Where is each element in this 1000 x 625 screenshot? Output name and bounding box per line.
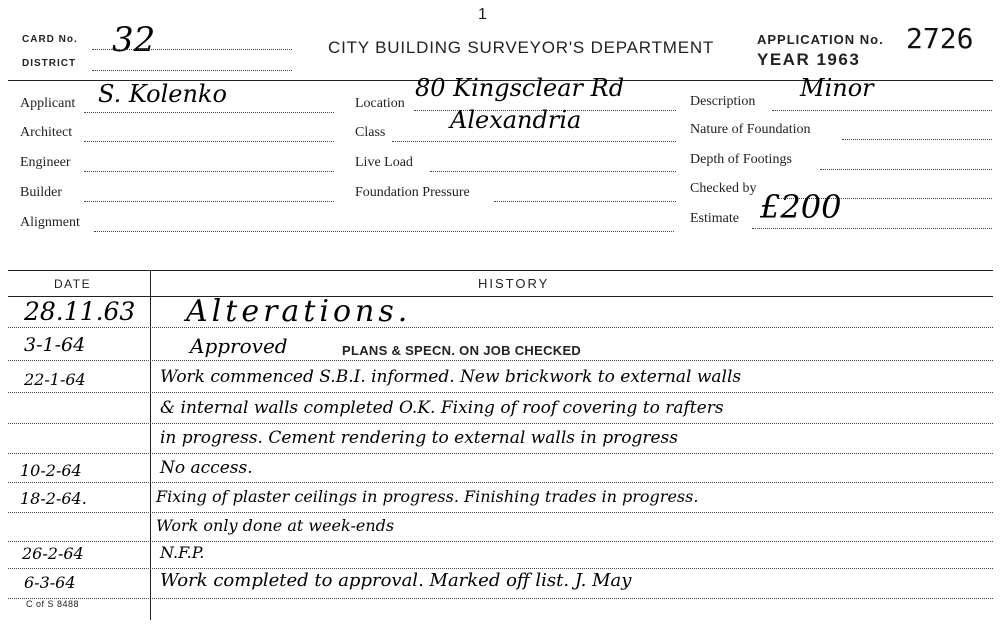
description-value: Minor: [800, 74, 874, 102]
history-entry: N.F.P.: [160, 543, 205, 562]
history-line: [8, 423, 993, 424]
live-load-line: [430, 171, 676, 172]
history-top-rule: [8, 270, 993, 271]
engineer-line: [84, 171, 334, 172]
depth-of-footings-line: [820, 169, 992, 170]
history-line: [8, 482, 993, 483]
description-label: Description: [690, 94, 756, 109]
page-number: 1: [478, 6, 488, 23]
location-label: Location: [355, 96, 405, 111]
estimate-value: £200: [760, 188, 842, 226]
class-label: Class: [355, 125, 386, 140]
architect-line: [84, 141, 334, 142]
history-header-rule: [8, 296, 993, 297]
architect-label: Architect: [20, 125, 73, 140]
nature-of-foundation-label: Nature of Foundation: [690, 122, 811, 137]
history-entry: Fixing of plaster ceilings in progress. Finishing trades in progress.: [156, 487, 699, 506]
history-date: 10-2-64: [20, 461, 82, 480]
plans-checked-stamp: PLANS & SPECN. ON JOB CHECKED: [342, 343, 582, 358]
department-title: CITY BUILDING SURVEYOR'S DEPARTMENT: [328, 38, 715, 57]
form-code: C of S 8488: [26, 599, 80, 609]
year-label: YEAR 1963: [757, 50, 861, 69]
card-no-label: CARD No.: [22, 34, 78, 45]
history-entry: in progress. Cement rendering to external walls in progress: [160, 428, 678, 448]
history-line: [8, 541, 993, 542]
history-entry: & internal walls completed O.K. Fixing of roof covering to rafters: [160, 398, 724, 418]
builder-label: Builder: [20, 185, 62, 200]
foundation-pressure-line: [494, 201, 676, 202]
history-entry: No access.: [160, 458, 253, 478]
nature-of-foundation-line: [842, 139, 992, 140]
applicant-line: [84, 112, 334, 113]
class-value: Alexandria: [450, 106, 582, 134]
history-date: 6-3-64: [24, 573, 76, 592]
history-line: [8, 512, 993, 513]
card-no-line: [92, 49, 292, 50]
history-date: 26-2-64: [22, 544, 84, 563]
depth-of-footings-label: Depth of Footings: [690, 152, 792, 167]
alignment-label: Alignment: [20, 215, 80, 230]
class-line: [392, 141, 676, 142]
history-entry: Approved: [190, 334, 288, 358]
district-label: DISTRICT: [22, 58, 77, 69]
history-line: [8, 453, 993, 454]
location-value: 80 Kingsclear Rd: [415, 74, 625, 102]
date-header: DATE: [54, 277, 92, 291]
checked-by-label: Checked by: [690, 181, 757, 196]
history-date: 28.11.63: [24, 297, 136, 326]
history-line: [8, 568, 993, 569]
applicant-label: Applicant: [20, 96, 76, 111]
application-number: 2726: [906, 22, 974, 55]
history-entry: Work completed to approval. Marked off list. J. May: [160, 570, 632, 591]
history-line: [8, 360, 993, 361]
engineer-label: Engineer: [20, 155, 71, 170]
history-line: [8, 327, 993, 328]
history-line: [8, 598, 993, 599]
history-date: 3-1-64: [24, 334, 86, 356]
history-entry: Alterations.: [186, 294, 412, 329]
application-label: APPLICATION No.: [757, 32, 884, 47]
history-entry: Work commenced S.B.I. informed. New brickwork to external walls: [160, 367, 742, 387]
history-entry: Work only done at week-ends: [156, 516, 395, 535]
foundation-pressure-label: Foundation Pressure: [355, 185, 470, 200]
estimate-line: [752, 228, 992, 229]
history-date: 22-1-64: [24, 370, 86, 389]
description-line: [772, 110, 992, 111]
history-line: [8, 392, 993, 393]
live-load-label: Live Load: [355, 155, 413, 170]
estimate-label: Estimate: [690, 211, 739, 226]
builder-line: [84, 201, 334, 202]
card-no-value: 32: [112, 20, 156, 60]
district-line: [92, 70, 292, 71]
applicant-value: S. Kolenko: [98, 80, 227, 108]
history-header: HISTORY: [478, 276, 550, 291]
history-date: 18-2-64.: [20, 489, 87, 508]
alignment-line: [94, 231, 674, 232]
